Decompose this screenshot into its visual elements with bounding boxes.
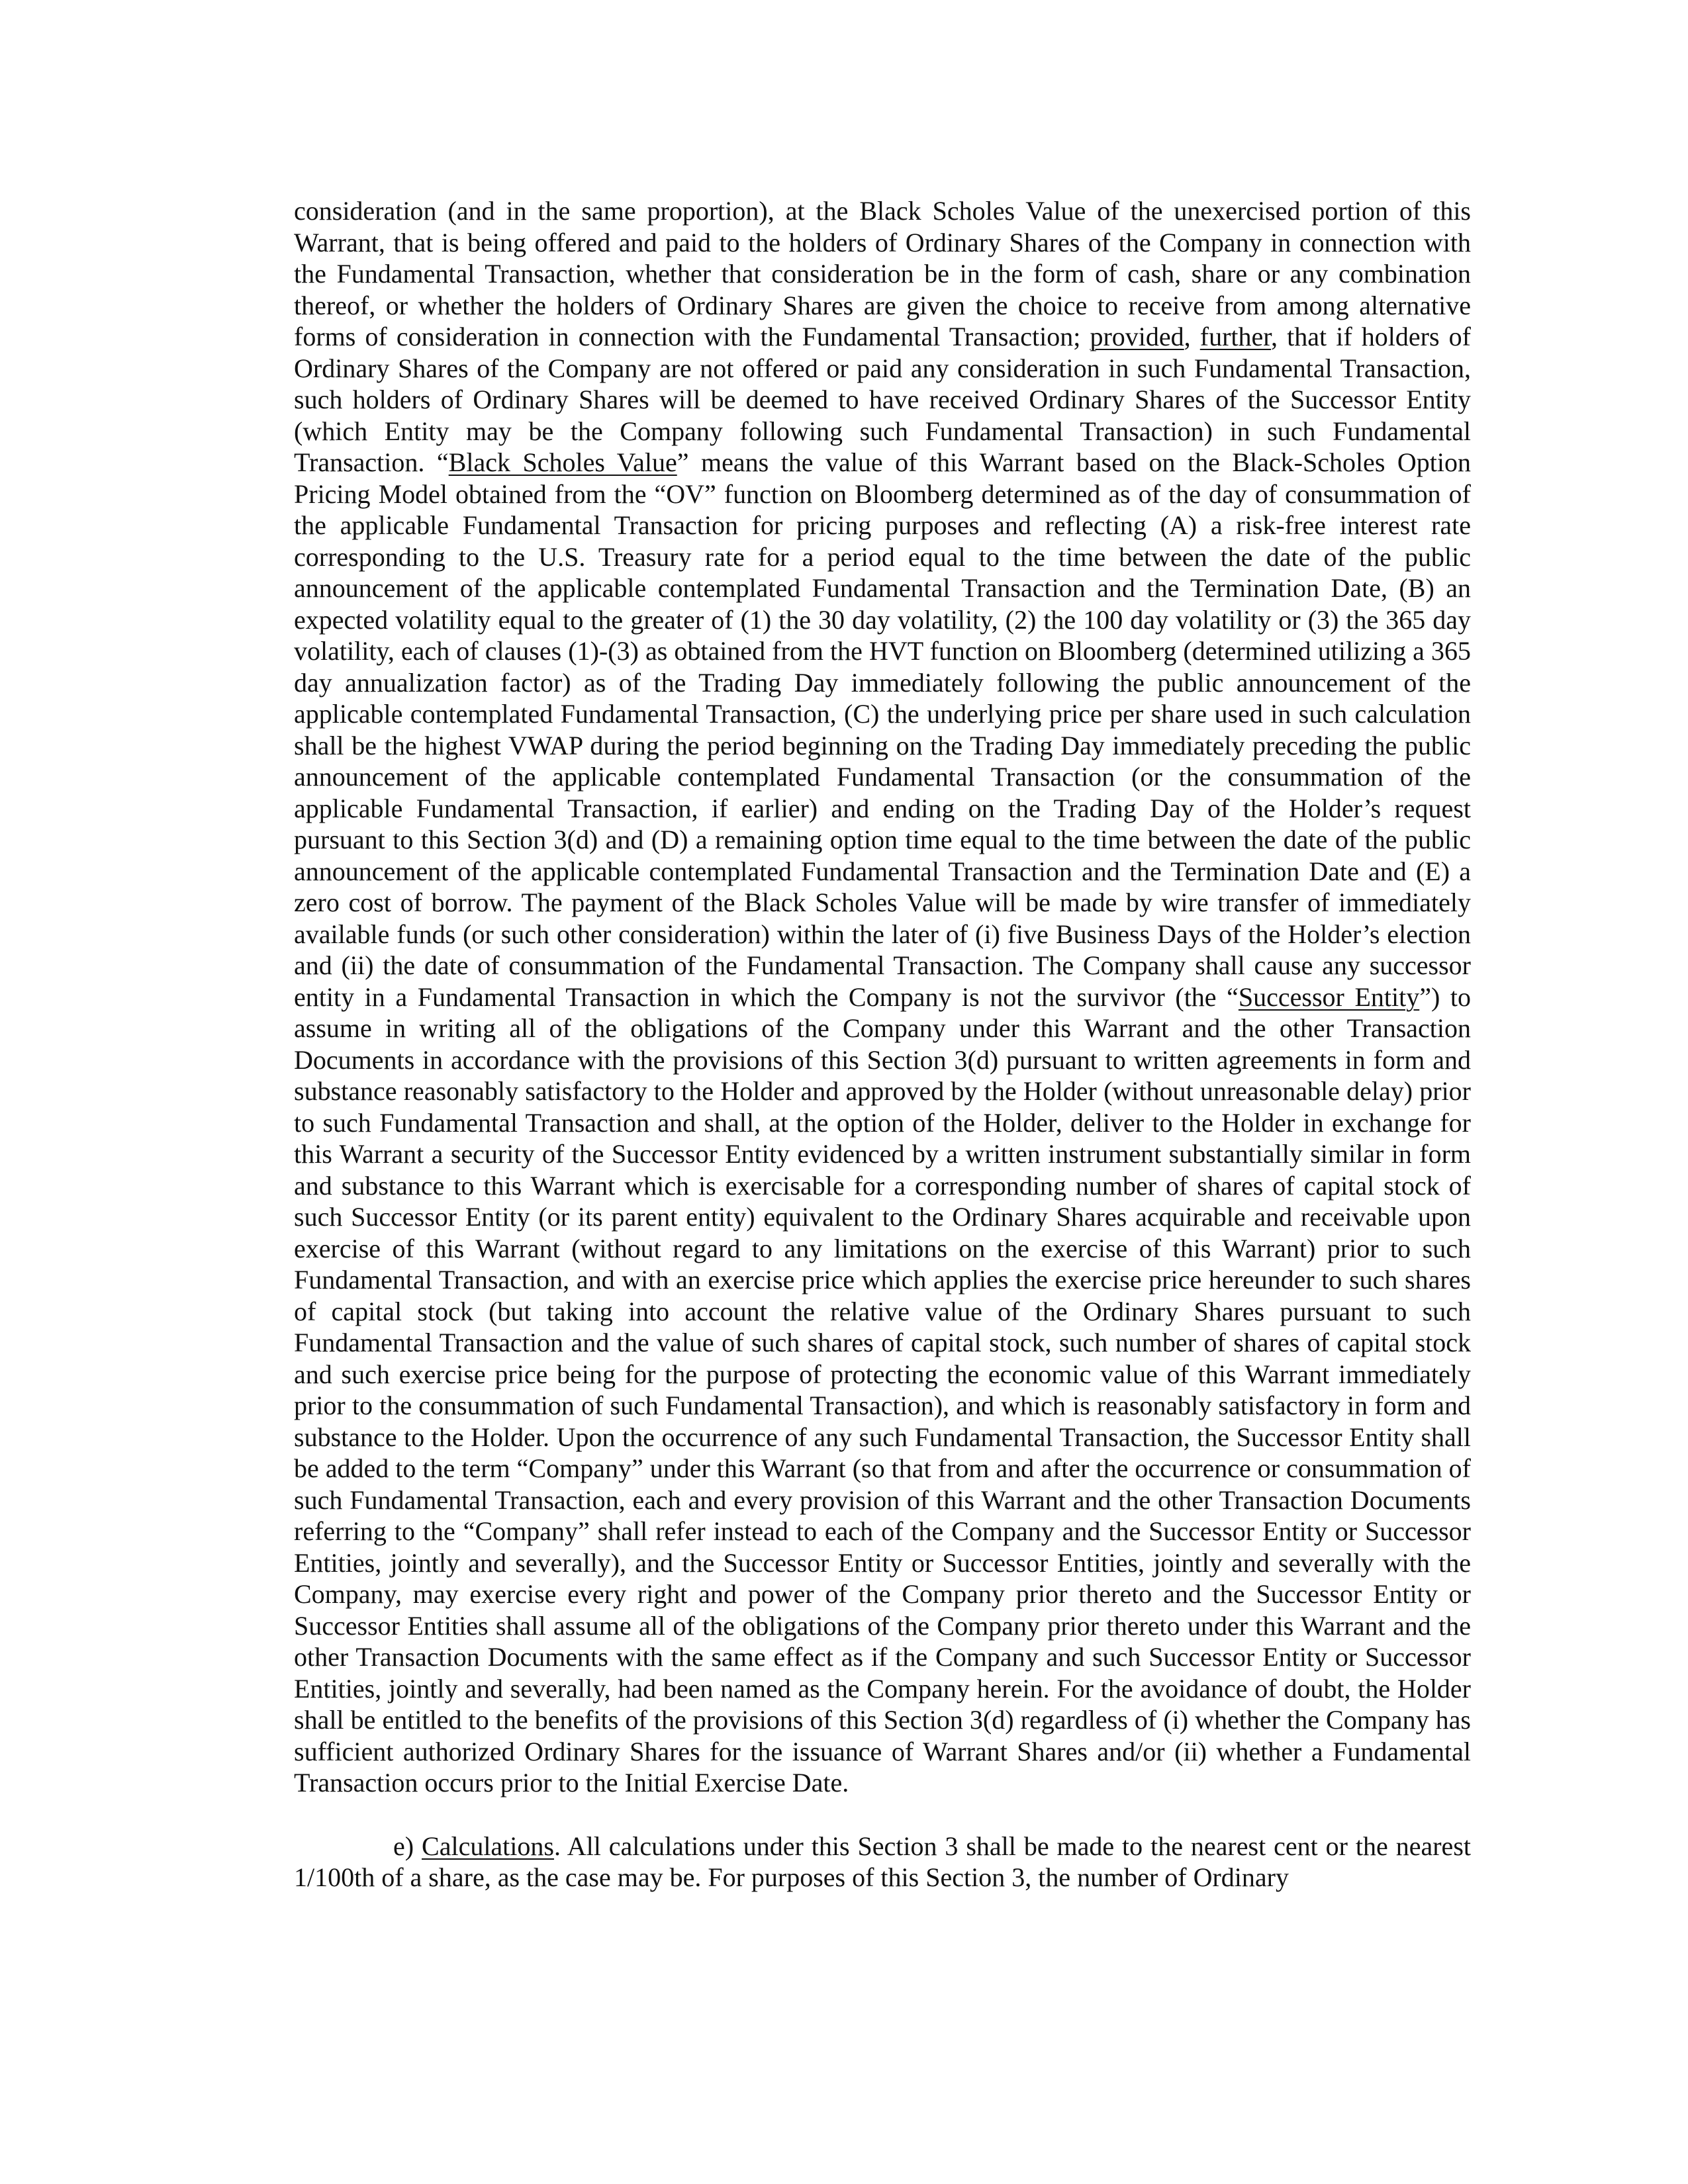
term-provided: provided bbox=[1090, 322, 1184, 351]
body-text: ”) to assume in writing all of the obligations of the Company under this Warrant and the other Transaction Documents in accordance with the provisions of this Section 3(d) pursuant to written agreements in form and substance reasonably satisfactory to the Holder and approved by the Holder (without unreasonable delay) prior to such Fundamental Transaction and shall, at the option of the Holder, deliver to the Holder in exchange for this Warrant a security of the Successor Entity evidenced by a written instrument substantially similar in form and substance to this Warrant which is exercisable for a corresponding number of shares of capital stock of such Successor Entity (or its parent entity) equivalent to the Ordinary Shares acquirable and receivable upon exercise of this Warrant (without regard to any limitations on the exercise of this Warrant) prior to such Fundamental Transaction, and with an exercise price which applies the exercise price hereunder to such shares of capital stock (but taking into account the relative value of the Ordinary Shares pursuant to such Fundamental Transaction and the value of such shares of capital stock, such number of shares of capital stock and such exercise price being for the purpose of protecting the economic value of this Warrant immediately prior to the consummation of such Fundamental Transaction), and which is reasonably satisfactory in form and substance to the Holder. Upon the occurrence of any such Fundamental Transaction, the Successor Entity shall be added to the term “Company” under this Warrant (so that from and after the occurrence or consummation of such Fundamental Transaction, each and every provision of this Warrant and the other Transaction Documents referring to the “Company” shall refer instead to each of the Company and the Successor Entity or Successor Entities, jointly and severally), and the Successor Entity or Successor Entities, jointly and severally with the Company, may exercise every right and power of the Company prior thereto and the Successor Entity or Successor Entities shall assume all of the obligations of the Company prior thereto under this Warrant and the other Transaction Documents with the same effect as if the Company and such Successor Entity or Successor Entities, jointly and severally, had been named as the Company herein. For the avoidance of doubt, the Holder shall be entitled to the benefits of the provisions of this Section 3(d) regardless of (i) whether the Company has sufficient authorized Ordinary Shares for the issuance of Warrant Shares and/or (ii) whether a Fundamental Transaction occurs prior to the Initial Exercise Date. bbox=[294, 981, 1472, 1797]
body-text: , bbox=[1184, 322, 1200, 351]
body-text: consideration (and in the same proportion), at the Black Scholes Value of the unexercised portion of this Warrant, that is being offered and paid to the holders of Ordinary Shares of the Company in connection with the Fundamental Transaction, whether that consideration be in the form of cash, share or any combination thereof, or whether the holders of Ordinary Shares are given the choice to receive from among alternative forms of consideration in connection with the Fundamental Transaction; bbox=[294, 196, 1471, 351]
defined-term-successor-entity: Successor Entity bbox=[1238, 981, 1420, 1012]
body-text: . All calculations under this Section 3 shall be made to the nearest cent or the nearest 1/100th of a share, as the case may be. For purposes of this Section 3, the number of Ordinary bbox=[294, 1831, 1471, 1892]
paragraph-calculations bbox=[294, 1831, 1471, 1893]
paragraph-fundamental-transaction bbox=[294, 195, 1471, 1799]
section-heading-calculations: Calculations bbox=[422, 1831, 554, 1861]
body-text: ” means the value of this Warrant based on the Black-Scholes Option Pricing Model obtained from the “OV” function on Bloomberg determined as of the day of consummation of the applicable Fundamental Transaction for pricing purposes and reflecting (A) a risk-free interest rate corresponding to the U.S. Treasury rate for a period equal to the time between the date of the public announcement of the applicable contemplated Fundamental Transaction and the Termination Date, (B) an expected volatility equal to the greater of (1) the 30 day volatility, (2) the 100 day volatility or (3) the 365 day volatility, each of clauses (1)-(3) as obtained from the HVT function on Bloomberg (determined utilizing a 365 day annualization factor) as of the Trading Day immediately following the public announcement of the applicable contemplated Fundamental Transaction, (C) the underlying price per share used in such calculation shall be the highest VWAP during the period beginning on the Trading Day immediately preceding the public announcement of the applicable contemplated Fundamental Transaction (or the consummation of the applicable Fundamental Transaction, if earlier) and ending on the Trading Day of the Holder’s request pursuant to this Section 3(d) and (D) a remaining option time equal to the time between the date of the public announcement of the applicable contemplated Fundamental Transaction and the Termination Date and (E) a zero cost of borrow. The payment of the Black Scholes Value will be made by wire transfer of immediately available funds (or such other consideration) within the later of (i) five Business Days of the Holder’s election and (ii) the date of consummation of the Fundamental Transaction. The Company shall cause any successor entity in a Fundamental Transaction in which the Company is not the survivor (the “ bbox=[294, 447, 1471, 1012]
paragraph-label: e) bbox=[393, 1831, 422, 1861]
body-text: , that if holders of Ordinary Shares of the Company are not offered or paid any consideration in such Fundamental Transaction, such holders of Ordinary Shares will be deemed to have received Ordinary Shares of the Successor Entity (which Entity may be the Company following such Fundamental Transaction) in such Fundamental Transaction. “ bbox=[294, 322, 1471, 477]
defined-term-black-scholes-value: Black Scholes Value bbox=[448, 447, 677, 477]
term-further: further bbox=[1199, 322, 1272, 351]
document-page bbox=[294, 195, 1471, 1893]
